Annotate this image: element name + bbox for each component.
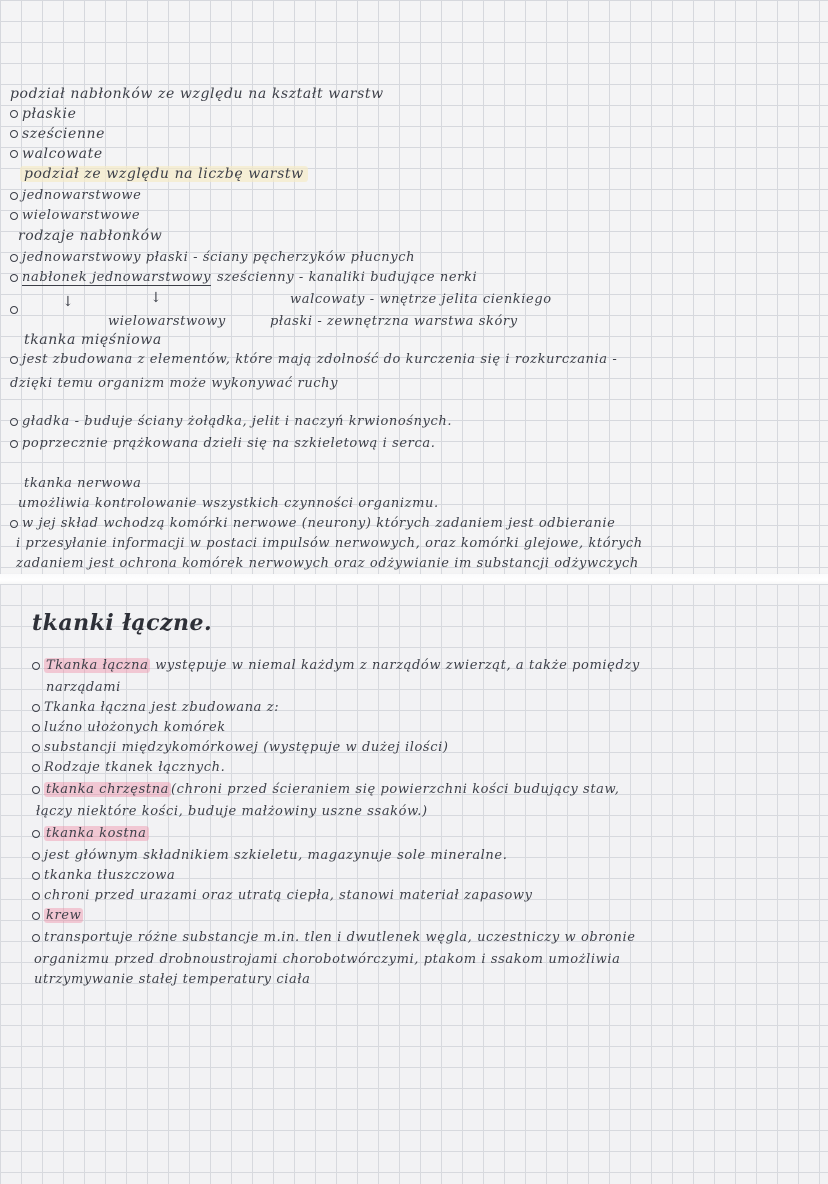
- note-line: wielowarstwowy: [108, 314, 226, 329]
- list-item-text: nabłonek jednowarstwowy: [22, 270, 212, 285]
- list-item: [32, 868, 175, 883]
- list-item: [10, 250, 415, 265]
- bullet-icon: [32, 872, 40, 880]
- list-item-text: walcowate: [22, 146, 103, 162]
- list-item-text: (chroni przed ścieraniem się powierzchni kości budujący staw,: [171, 782, 620, 797]
- bullet-icon: [32, 744, 40, 752]
- list-item: [32, 908, 83, 923]
- arrow-down-icon: ↓: [62, 294, 74, 310]
- list-item: [10, 414, 452, 429]
- note-line: narządami: [46, 680, 121, 695]
- highlighted-term: krew: [46, 908, 82, 923]
- note-line: i przesyłanie informacji w postaci impulsów nerwowych, oraz komórki glejowe, których: [16, 536, 643, 551]
- list-item-text: luźno ułożonych komórek: [44, 720, 226, 735]
- list-item-text: płaskie: [22, 106, 77, 122]
- list-item: [10, 302, 22, 318]
- list-item-text: wielowarstwowe: [22, 208, 141, 223]
- bullet-icon: [32, 662, 40, 670]
- note-line: tkanka mięśniowa: [24, 332, 162, 348]
- note-line: umożliwia kontrolowanie wszystkich czynności organizmu.: [18, 496, 439, 511]
- notes-bottom-section: [0, 584, 828, 1184]
- notes-top-section: [0, 0, 828, 578]
- bullet-icon: [10, 418, 18, 426]
- list-item-text: jednowarstwowe: [22, 188, 142, 203]
- bullet-icon: [10, 254, 18, 262]
- list-item: [10, 436, 435, 451]
- note-line: dzięki temu organizm może wykonywać ruchy: [10, 376, 339, 391]
- bullet-icon: [10, 306, 18, 314]
- bullet-icon: [32, 934, 40, 942]
- list-item: [10, 106, 76, 122]
- list-item: [32, 760, 225, 775]
- bullet-icon: [10, 192, 18, 200]
- note-line: tkanka nerwowa: [24, 476, 142, 491]
- note-line: zadaniem jest ochrona komórek nerwowych oraz odżywianie im substancji odżywczych: [16, 556, 639, 571]
- highlighted-term: tkanka chrzęstna: [46, 782, 170, 797]
- list-item: [32, 888, 533, 903]
- bullet-icon: [10, 212, 18, 220]
- list-item: [32, 658, 640, 673]
- list-item: [10, 516, 615, 531]
- section-title: tkanki łączne.: [32, 610, 213, 636]
- note-line: płaski - zewnętrzna warstwa skóry: [270, 314, 518, 329]
- highlighted-term: Tkanka łączna: [46, 658, 149, 673]
- list-item-text: tkanka tłuszczowa: [44, 868, 176, 883]
- list-item: [10, 208, 140, 223]
- highlighted-term: tkanka kostna: [46, 826, 147, 841]
- list-item-text: sześcienny - kanaliki budujące nerki: [217, 270, 478, 285]
- list-item-text: chroni przed urazami oraz utratą ciepła, stanowi materiał zapasowy: [44, 888, 533, 903]
- note-line: łączy niektóre kości, buduje małżowiny uszne ssaków.): [36, 804, 428, 819]
- bullet-icon: [10, 440, 18, 448]
- bullet-icon: [32, 830, 40, 838]
- list-item-text: występuje w niemal każdym z narządów zwierząt, a także pomiędzy: [155, 658, 640, 673]
- list-item: [32, 848, 507, 863]
- list-item-text: Tkanka łączna jest zbudowana z:: [44, 700, 280, 715]
- bullet-icon: [10, 356, 18, 364]
- bullet-icon: [10, 520, 18, 528]
- list-item-text: jest głównym składnikiem szkieletu, magazynuje sole mineralne.: [44, 848, 508, 863]
- note-line: [20, 166, 308, 182]
- bullet-icon: [32, 852, 40, 860]
- list-item: [32, 826, 149, 841]
- list-item: [32, 720, 226, 735]
- list-item-text: jest zbudowana z elementów, które mają zdolność do kurczenia się i rozkurczania -: [22, 352, 618, 367]
- list-item: [10, 352, 617, 367]
- bullet-icon: [32, 912, 40, 920]
- bullet-icon: [10, 274, 18, 282]
- bullet-icon: [10, 150, 18, 158]
- note-line: utrzymywanie stałej temperatury ciała: [34, 972, 311, 987]
- list-item-text: poprzecznie prążkowana dzieli się na szkieletową i serca.: [22, 436, 436, 451]
- bullet-icon: [10, 110, 18, 118]
- note-line: organizmu przed drobnoustrojami chorobotwórczymi, ptakom i ssakom umożliwia: [34, 952, 621, 967]
- list-item: [32, 930, 636, 945]
- list-item: [10, 188, 141, 203]
- list-item-text: sześcienne: [22, 126, 105, 142]
- list-item-text: jednowarstwowy płaski - ściany pęcherzyków płucnych: [22, 250, 416, 265]
- bullet-icon: [32, 704, 40, 712]
- bullet-icon: [32, 786, 40, 794]
- bullet-icon: [10, 130, 18, 138]
- note-line: rodzaje nabłonków: [18, 228, 163, 244]
- bullet-icon: [32, 764, 40, 772]
- list-item-text: transportuje różne substancje m.in. tlen i dwutlenek węgla, uczestniczy w obronie: [44, 930, 636, 945]
- bullet-icon: [32, 892, 40, 900]
- note-text: podział ze względu na liczbę warstw: [20, 166, 308, 182]
- list-item-text: substancji międzykomórkowej (występuje w dużej ilości): [44, 740, 449, 755]
- list-item: [32, 700, 279, 715]
- list-item: [10, 146, 103, 162]
- arrow-down-icon: ↓: [150, 290, 162, 306]
- list-item-text: w jej skład wchodzą komórki nerwowe (neurony) których zadaniem jest odbieranie: [22, 516, 616, 531]
- bullet-icon: [32, 724, 40, 732]
- note-line: walcowaty - wnętrze jelita cienkiego: [290, 292, 552, 307]
- list-item: [10, 270, 477, 285]
- list-item-text: Rodzaje tkanek łącznych.: [44, 760, 226, 775]
- list-item: [10, 126, 105, 142]
- list-item: [32, 782, 619, 797]
- note-line: podział nabłonków ze względu na kształt warstw: [10, 86, 384, 102]
- list-item: [32, 740, 449, 755]
- list-item-text: gładka - buduje ściany żołądka, jelit i naczyń krwionośnych.: [22, 414, 453, 429]
